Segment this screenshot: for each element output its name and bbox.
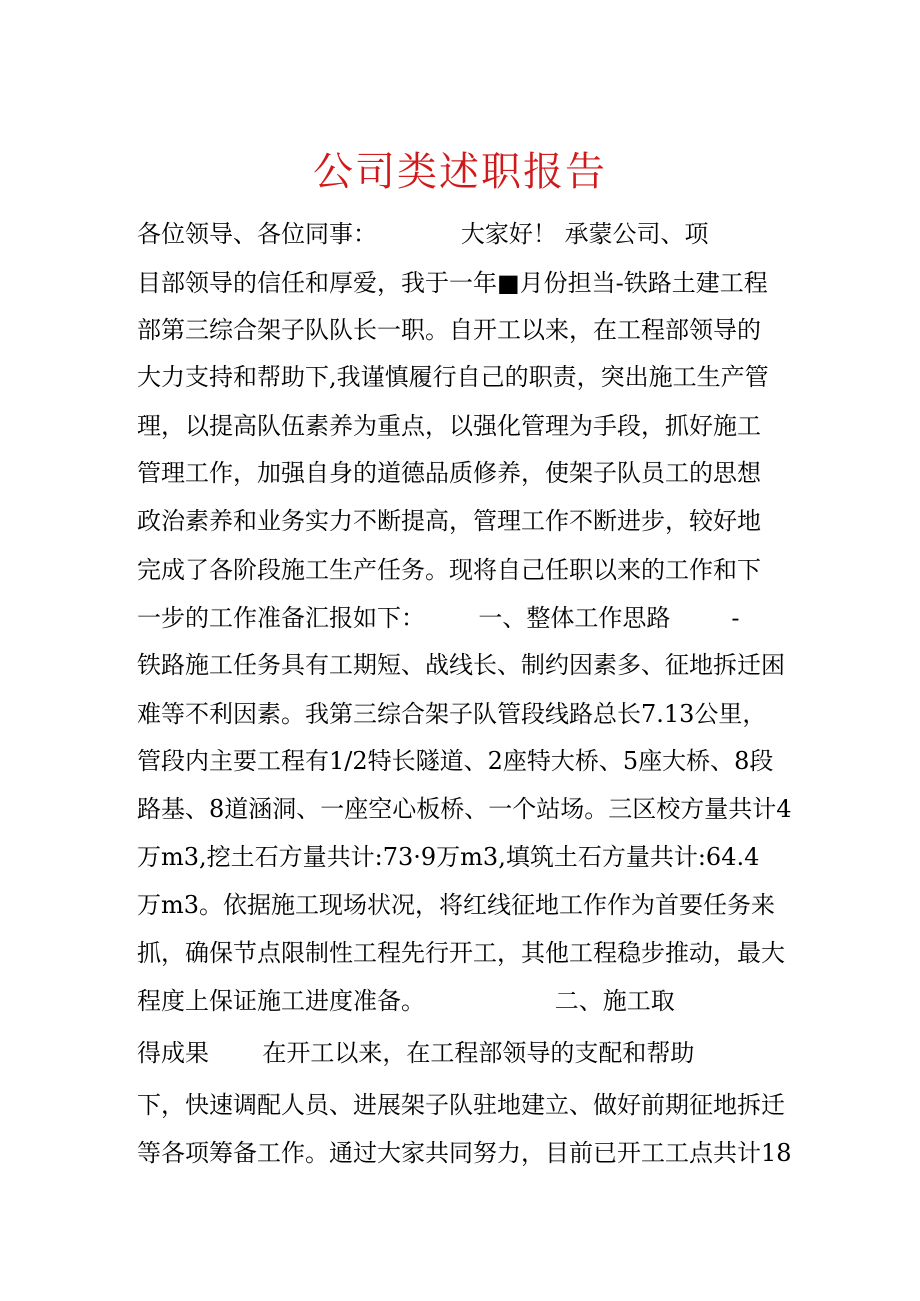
- body-line: 管理工作，加强自身的道德品质修养，使架子队员工的思想: [137, 459, 761, 487]
- body-line: 理，以提高队伍素养为重点，以强化管理为手段，抓好施工: [137, 412, 761, 440]
- body-line: 完成了各阶段施工生产任务。现将自己任职以来的工作和下: [137, 556, 761, 584]
- body-line: 万m3,挖土石方量共计:73·9万m3,填筑土石方量共计:64.4: [137, 843, 760, 871]
- body-line: 各位领导、各位同事： 大家好！ 承蒙公司、项: [137, 220, 709, 248]
- body-line: 铁路施工任务具有工期短、战线长、制约因素多、征地拆迁困: [137, 651, 785, 679]
- body-line: 得成果 在开工以来，在工程部领导的支配和帮助: [137, 1039, 695, 1067]
- body-line: 目部领导的信任和厚爱，我于一年■月份担当-铁路土建工程: [137, 269, 768, 297]
- body-line: 万m3。依据施工现场状况，将红线征地工作作为首要任务来: [137, 891, 776, 919]
- body-line: 路基、8道涵洞、一座空心板桥、一个站场。三区校方量共计4: [137, 795, 792, 823]
- body-line: 难等不利因素。我第三综合架子队管段线路总长7.13公里，: [137, 700, 767, 728]
- body-line: 下，快速调配人员、进展架子队驻地建立、做好前期征地拆迁: [137, 1091, 785, 1119]
- body-line: 管段内主要工程有1/2特长隧道、2座特大桥、5座大桥、8段: [137, 747, 774, 775]
- body-line: 部第三综合架子队队长一职。自开工以来，在工程部领导的: [137, 316, 761, 344]
- body-line: 大力支持和帮助下,我谨慎履行自己的职责，突出施工生产管: [137, 363, 769, 391]
- body-line: 抓，确保节点限制性工程先行开工，其他工程稳步推动，最大: [137, 939, 785, 967]
- body-line: 政治素养和业务实力不断提高，管理工作不断进步，较好地: [137, 507, 761, 535]
- body-line: 等各项筹备工作。通过大家共同努力，目前已开工工点共计18: [137, 1139, 792, 1167]
- body-line: 一步的工作准备汇报如下： 一、整体工作思路 -: [137, 604, 740, 632]
- document-title: 公司类述职报告: [313, 149, 607, 195]
- body-line: 程度上保证施工进度准备。 二、施工取: [137, 987, 675, 1015]
